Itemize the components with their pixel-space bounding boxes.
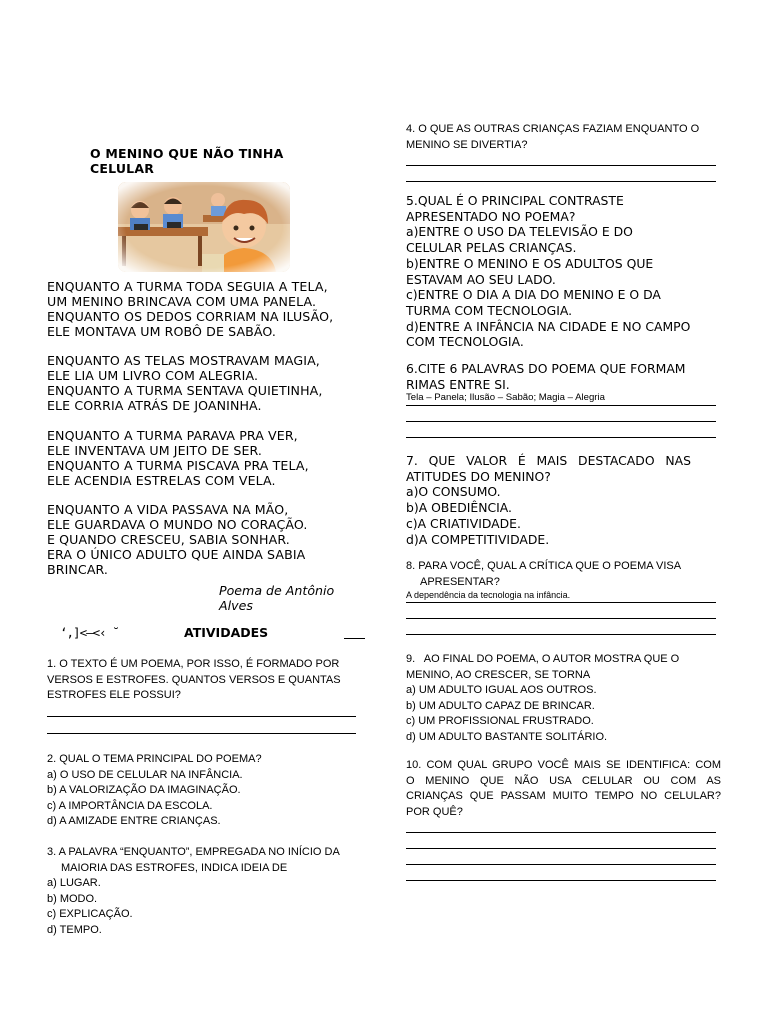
answer-line[interactable] (406, 181, 716, 182)
answer-option[interactable]: a) O USO DE CELULAR NA INFÂNCIA. (47, 768, 243, 781)
poem-verse: ELE INVENTAVA UM JEITO DE SER. (47, 443, 263, 458)
question-text: 4. O QUE AS OUTRAS CRIANÇAS FAZIAM ENQUANTO O (406, 123, 700, 135)
question-text: MAIORIA DAS ESTROFES, INDICA IDEIA DE (61, 861, 288, 874)
answer-option[interactable]: ESTAVAM AO SEU LADO. (406, 271, 556, 287)
activities-heading (60, 625, 365, 643)
handwritten-answer[interactable]: Tela – Panela; Ilusão – Sabão; Magia – Alegria (406, 392, 605, 403)
poem-author (219, 583, 369, 613)
question-text: O MENINO QUE NÃO USA CELULAR OU COM AS (406, 774, 721, 787)
poem-verse: ELE CORRIA ATRÁS DE JOANINHA. (47, 398, 262, 413)
answer-option[interactable]: COM TECNOLOGIA. (406, 334, 524, 350)
answer-line[interactable] (406, 421, 716, 422)
question-text: APRESENTAR? (420, 575, 500, 588)
answer-line[interactable] (406, 602, 716, 603)
poem-title: O MENINO QUE NÃO TINHA CELULAR (90, 146, 284, 176)
question-text: CRIANÇAS QUE PASSAM MUITO TEMPO NO CELULAR? (406, 790, 721, 802)
answer-line[interactable] (406, 848, 716, 849)
answer-option[interactable]: d)A COMPETITIVIDADE. (406, 531, 550, 547)
question-text: ATITUDES DO MENINO? (406, 468, 551, 484)
answer-option[interactable]: b) A VALORIZAÇÃO DA IMAGINAÇÃO. (47, 784, 241, 796)
question-3 (47, 845, 367, 938)
question-text: VERSOS E ESTROFES. QUANTOS VERSOS E QUANTAS (47, 673, 341, 686)
question-7 (406, 453, 691, 547)
question-text: POR QUÊ? (406, 805, 463, 818)
poem-stanza-3 (47, 428, 367, 488)
poem-verse: UM MENINO BRINCAVA COM UMA PANELA. (47, 294, 317, 309)
question-text: 1. O TEXTO É UM POEMA, POR ISSO, É FORMADO POR (47, 658, 340, 670)
answer-option[interactable]: c) A IMPORTÂNCIA DA ESCOLA. (47, 799, 213, 812)
answer-line[interactable] (406, 634, 716, 635)
answer-option[interactable]: a)O CONSUMO. (406, 484, 501, 500)
answer-option[interactable]: c) EXPLICAÇÃO. (47, 908, 133, 920)
question-1 (47, 657, 362, 704)
question-2 (47, 752, 362, 830)
poem-verse: ELE ACENDIA ESTRELAS COM VELA. (47, 473, 276, 488)
poem-verse: ENQUANTO A TURMA PARAVA PRA VER, (47, 428, 298, 443)
question-text: 7. QUE VALOR É MAIS DESTACADO NAS (406, 453, 691, 468)
answer-line[interactable] (47, 733, 356, 734)
poem-verse: ENQUANTO A TURMA PISCAVA PRA TELA, (47, 458, 309, 473)
answer-line[interactable] (406, 832, 716, 833)
poem-stanza-2 (47, 353, 367, 413)
answer-line[interactable] (406, 864, 716, 865)
answer-option[interactable]: d) UM ADULTO BASTANTE SOLITÁRIO. (406, 730, 608, 743)
poem-verse: ENQUANTO A TURMA SENTAVA QUIETINHA, (47, 383, 323, 398)
answer-option[interactable]: d) TEMPO. (47, 923, 102, 936)
question-text: RIMAS ENTRE SI. (406, 376, 510, 392)
question-text: ESTROFES ELE POSSUI? (47, 689, 181, 701)
answer-option[interactable]: TURMA COM TECNOLOGIA. (406, 302, 573, 318)
answer-line[interactable] (406, 405, 716, 406)
heading-underline (344, 638, 365, 639)
poem-verse: ENQUANTO A TURMA TODA SEGUIA A TELA, (47, 279, 328, 294)
answer-option[interactable]: c)A CRIATIVIDADE. (406, 515, 521, 531)
answer-option[interactable]: a)ENTRE O USO DA TELEVISÃO E DO (406, 224, 633, 240)
poem-verse: ENQUANTO AS TELAS MOSTRAVAM MAGIA, (47, 353, 320, 368)
author-line: Alves (219, 598, 253, 613)
question-text: APRESENTADO NO POEMA? (406, 208, 576, 224)
question-text: 9. AO FINAL DO POEMA, O AUTOR MOSTRA QUE O (406, 653, 680, 665)
answer-option[interactable]: d) A AMIZADE ENTRE CRIANÇAS. (47, 815, 221, 827)
answer-option[interactable]: a) LUGAR. (47, 877, 101, 889)
question-text: 5.QUAL É O PRINCIPAL CONTRASTE (406, 193, 624, 208)
answer-line[interactable] (406, 618, 716, 619)
question-text: 10. COM QUAL GRUPO VOCÊ MAIS SE IDENTIFICA: COM (406, 759, 721, 771)
answer-option[interactable]: b) MODO. (47, 892, 98, 905)
poem-verse: ELE GUARDAVA O MUNDO NO CORAÇÃO. (47, 517, 308, 532)
question-text: MENINO SE DIVERTIA? (406, 138, 528, 151)
question-9 (406, 652, 726, 745)
question-5 (406, 193, 736, 350)
answer-option[interactable]: b) UM ADULTO CAPAZ DE BRINCAR. (406, 699, 595, 712)
decorative-glyphs: ‘,]<–<‹ ˘ (60, 625, 119, 640)
answer-line[interactable] (406, 437, 716, 438)
answer-line[interactable] (406, 880, 716, 881)
poem-verse: ENQUANTO A VIDA PASSAVA NA MÃO, (47, 502, 289, 517)
question-text: 3. A PALAVRA “ENQUANTO”, EMPREGADA NO INÍCIO DA (47, 846, 340, 858)
question-6 (406, 361, 736, 392)
answer-line[interactable] (47, 716, 356, 717)
question-4 (406, 122, 726, 153)
question-text: 2. QUAL O TEMA PRINCIPAL DO POEMA? (47, 753, 262, 765)
answer-option[interactable]: c)ENTRE O DIA A DIA DO MENINO E O DA (406, 287, 661, 303)
handwritten-answer[interactable]: A dependência da tecnologia na infância. (406, 590, 571, 600)
poem-verse: ENQUANTO OS DEDOS CORRIAM NA ILUSÃO, (47, 309, 334, 324)
question-text: MENINO, AO CRESCER, SE TORNA (406, 668, 591, 681)
question-10 (406, 758, 721, 820)
classroom-illustration (118, 182, 290, 272)
poem-verse: ELE LIA UM LIVRO COM ALEGRIA. (47, 368, 259, 383)
activities-label: ATIVIDADES (184, 625, 269, 640)
poem-verse: E QUANDO CRESCEU, SABIA SONHAR. (47, 532, 290, 547)
answer-option[interactable]: b)A OBEDIÊNCIA. (406, 500, 512, 516)
poem-verse: ELE MONTAVA UM ROBÔ DE SABÃO. (47, 324, 277, 339)
question-text: 6.CITE 6 PALAVRAS DO POEMA QUE FORMAM (406, 361, 686, 376)
poem-verse: ERA O ÚNICO ADULTO QUE AINDA SABIA (47, 547, 306, 562)
answer-option[interactable]: a) UM ADULTO IGUAL AOS OUTROS. (406, 684, 597, 696)
poem-stanza-1 (47, 279, 367, 339)
boy-in-classroom-icon (118, 182, 290, 272)
answer-option[interactable]: d)ENTRE A INFÂNCIA NA CIDADE E NO CAMPO (406, 318, 691, 334)
question-text: 8. PARA VOCÊ, QUAL A CRÍTICA QUE O POEMA VISA (406, 560, 682, 572)
answer-option[interactable]: c) UM PROFISSIONAL FRUSTRADO. (406, 715, 594, 727)
answer-line[interactable] (406, 165, 716, 166)
poem-stanza-4 (47, 502, 367, 577)
answer-option[interactable]: CELULAR PELAS CRIANÇAS. (406, 240, 577, 256)
author-line: Poema de Antônio (219, 583, 335, 598)
question-8 (406, 559, 726, 590)
answer-option[interactable]: b)ENTRE O MENINO E OS ADULTOS QUE (406, 255, 654, 271)
poem-verse: BRINCAR. (47, 562, 109, 577)
